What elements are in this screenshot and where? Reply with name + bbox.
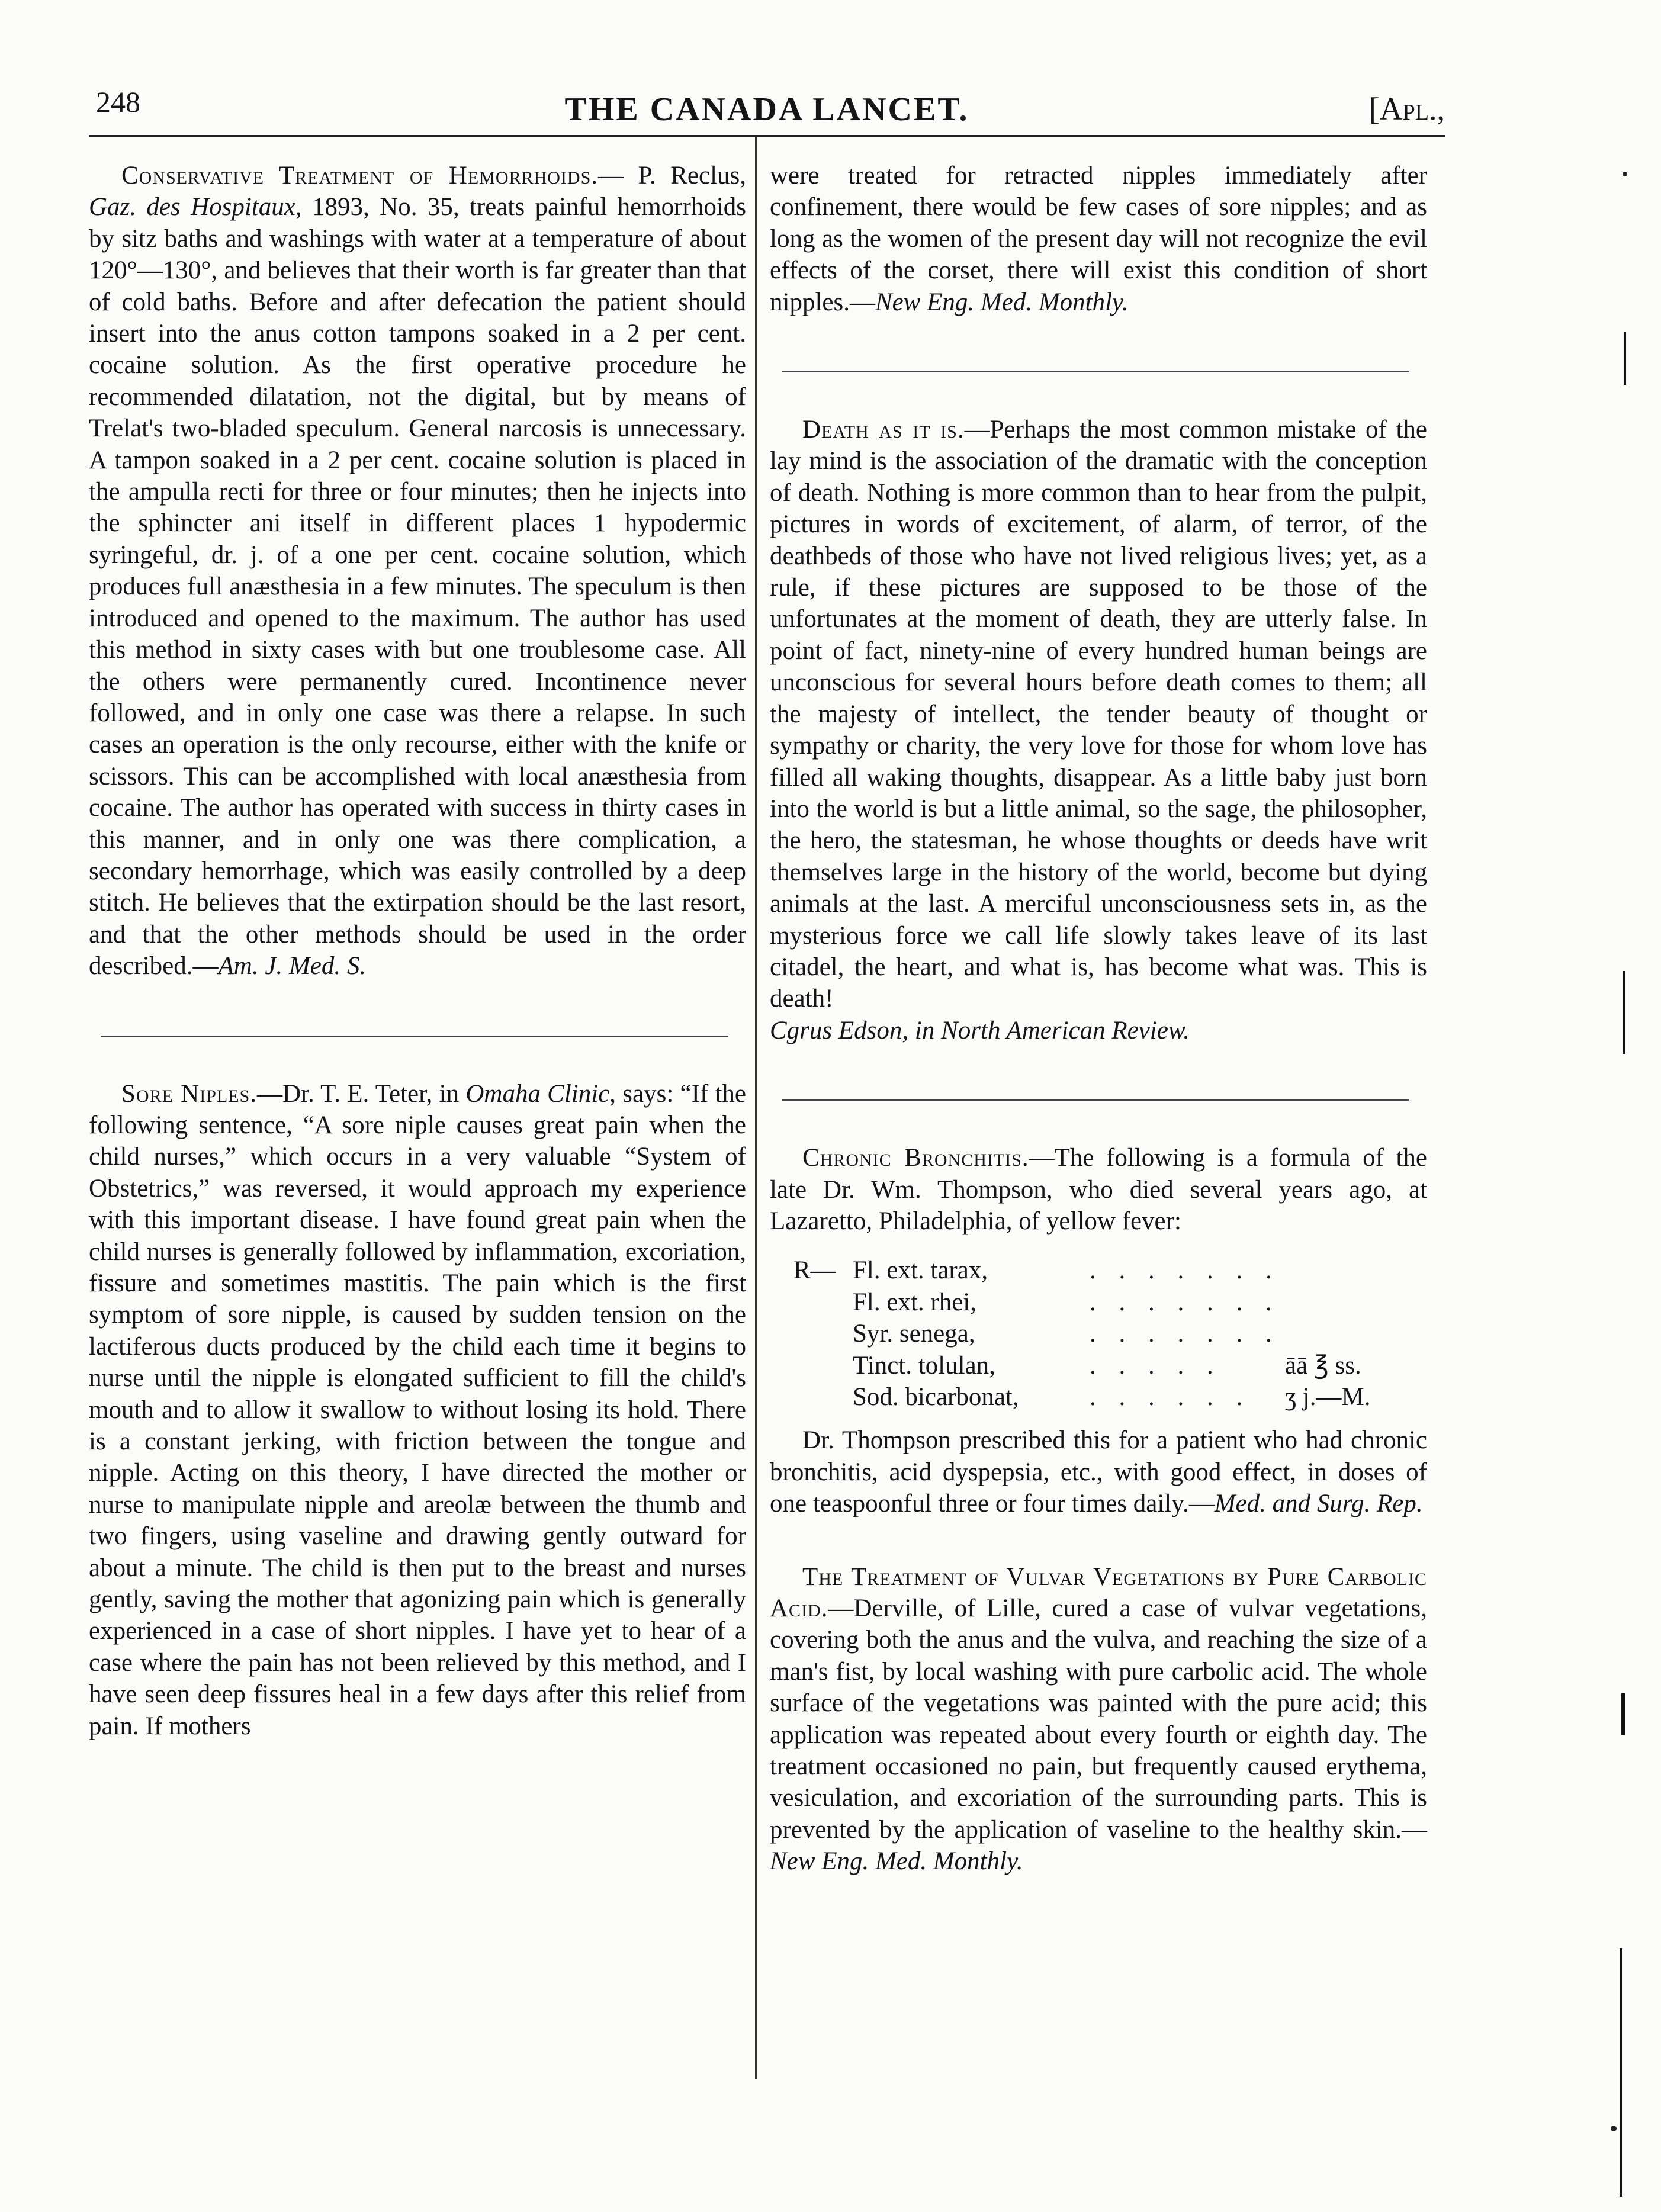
leader-dots: . . . . . . . bbox=[1090, 1320, 1280, 1348]
prescription bbox=[793, 1255, 1427, 1413]
article-separator bbox=[782, 1099, 1409, 1101]
ingredient-name: Tinct. tolulan, bbox=[853, 1351, 995, 1380]
article-heading: Death as it is. bbox=[802, 416, 965, 444]
prescription-row bbox=[793, 1381, 1427, 1413]
article-death bbox=[770, 414, 1427, 1046]
margin-mark bbox=[1624, 332, 1626, 385]
article-heading: Conservative Treatment of Hemorrhoids. bbox=[121, 162, 599, 189]
ingredient-name: Sod. bicarbonat, bbox=[853, 1382, 1019, 1411]
page-number: 248 bbox=[96, 85, 140, 118]
ingredient-name: Syr. senega, bbox=[853, 1320, 975, 1348]
article-body: — P. Reclus, bbox=[598, 162, 746, 189]
article-sore-niples bbox=[89, 1078, 746, 1742]
speck bbox=[1611, 2126, 1617, 2131]
right-column bbox=[770, 160, 1427, 1931]
article-text bbox=[89, 1078, 746, 1742]
article-body: —Dr. T. E. Teter, in bbox=[256, 1079, 466, 1108]
article-separator bbox=[101, 1036, 728, 1037]
leader-dots: . . . . . bbox=[1090, 1351, 1222, 1380]
article-citation: Med. and Surg. Rep. bbox=[1214, 1490, 1423, 1518]
article-body: , 1893, No. 35, treats painful hemorrhoids by sitz baths and washings with water at a temperature of about 120°—130°, and believes that their worth is far greater than that of cold baths. Before and after defecation the patient should insert into the anus cotton tampons soaked in a 2 per cent. cocaine solution. As the first operative procedure he recommended dilatation, not the digital, but by means of Trelat's two-bladed speculum. General narcosis is unnecessary. A tampon soaked in a 2 per cent. cocaine solution is placed in the ampulla recti for three or four minutes; then he injects into the sphincter ani itself in different places 1 hypodermic syringeful, dr. j. of a one per cent. cocaine solution, which produces full anæsthesia in a few minutes. The speculum is then introduced and opened to the maximum. The author has used this method in sixty cases with but one troublesome case. All the others were permanently cured. Incontinence never followed, and in only one case was there a relapse. In such cases an operation is the only recourse, either with the knife or scissors. This can be accomplished with local anæsthesia from cocaine. The author has operated with success in thirty cases in this manner, and in only one was there complication, a secondary hemorrhage, which was easily controlled by a deep stitch. He believes that the extirpation should be the last resort, and that the other methods should be used in the order described.— bbox=[89, 193, 746, 980]
ingredient-quantity bbox=[1285, 1318, 1415, 1349]
article-citation: Cgrus Edson, in North American Review. bbox=[770, 1016, 1190, 1044]
prescription-row bbox=[793, 1255, 1427, 1286]
page-header bbox=[89, 80, 1445, 127]
article-citation: New Eng. Med. Monthly. bbox=[770, 1847, 1023, 1876]
article-text bbox=[89, 160, 746, 982]
article-body: —The following is a formula of the late Dr. Wm. Thompson, who died several years ago, at Lazaretto, Philadelphia, of yellow fever: bbox=[770, 1144, 1427, 1235]
margin-mark bbox=[1621, 1693, 1625, 1735]
issue-month: [Apl., bbox=[1368, 91, 1445, 127]
prescription-symbol bbox=[793, 1350, 853, 1381]
article-body: were treated for retracted nipples immediately after confinement, there would be few cases of sore nipples; and as long as the women of the present day will not recognize the evil effects of the corset, there will exist this condition of short nipples.— bbox=[770, 162, 1427, 316]
journal-title: THE CANADA LANCET. bbox=[564, 91, 969, 128]
article-separator bbox=[782, 371, 1409, 372]
article-body: —Derville, of Lille, cured a case of vulvar vegetations, covering both the anus and the vulva, and reaching the size of a man's fist, by local washing with pure carbolic acid. The whole surface of the vegetations was painted with the pure acid; this application was repeated about every fourth or eighth day. The treatment occasioned no pain, but frequently caused erythema, vesiculation, and excoriation of the surrounding parts. This is prevented by the application of vaseline to the healthy skin.— bbox=[770, 1594, 1427, 1844]
margin-mark bbox=[1620, 1948, 1622, 2197]
ingredient-quantity bbox=[1285, 1287, 1415, 1318]
leader-dots: . . . . . . bbox=[1090, 1382, 1251, 1411]
article-bronchitis bbox=[770, 1142, 1427, 1519]
header-rule bbox=[89, 135, 1445, 137]
prescription-symbol: R— bbox=[793, 1256, 836, 1285]
ingredient-quantity: āā ℥ ss. bbox=[1285, 1351, 1361, 1380]
article-body: —Perhaps the most common mistake of the lay mind is the association of the dramatic with the conception of death. Nothing is more common than to hear from the pulpit, pictures in words of excitement, of alarm, of terror, of the deathbeds of those who have not lived religious lives; yet, as a rule, if these pictures are supposed to be those of the unfortunates at the moment of death, they are utterly false. In point of fact, ninety-nine of every hundred human beings are unconscious for several hours before death comes to them; all the majesty of intellect, the tender beauty of thought or sympathy or charity, the very love for those for whom love has filled all waking thoughts, disappear. As a little baby just born into the world is but a little animal, so the sage, the philosopher, the hero, the statesman, he whose thoughts or deeds have writ themselves large in the history of the world, become but dying animals at the last. A merciful unconsciousness sets in, as the mysterious force we call life slowly takes leave of its last citadel, the heart, and what is, has become what was. This is death! bbox=[770, 416, 1427, 1013]
prescription-row bbox=[793, 1318, 1427, 1349]
speck bbox=[1623, 172, 1627, 176]
leader-dots: . . . . . . . bbox=[1090, 1288, 1280, 1316]
article-text bbox=[770, 414, 1427, 1046]
article-body: , says: “If the following sentence, “A sore niple causes great pain when the child nurses,” which occurs in a very valuable “System of Obstetrics,” was reversed, it would approach my experience with this important disease. I have found great pain when the child nurses is generally followed by inflammation, excoriation, fissure and sometimes mastitis. The pain which is the first symptom of sore nipple, is caused by sudden tension on the lactiferous ducts produced by the child each time it begins to nurse until the nipple is elongated sufficient to fill the child's mouth and to allow it swallow to without losing its hold. There is a constant jerking, with friction between the tongue and nipple. Acting on this theory, I have directed the mother or nurse to manipulate nipple and areolæ between the thumb and two fingers, using vaseline and drawing gently outward for about a minute. The child is then put to the breast and nurses gently, saving the mother that agonizing pain which is generally experienced in a case of short nipples. I have yet to hear of a case where the pain has not been relieved by this method, and I have seen deep fissures heal in a few days after this relief from pain. If mothers bbox=[89, 1079, 746, 1740]
source-title: Omaha Clinic bbox=[465, 1079, 610, 1108]
margin-mark bbox=[1623, 971, 1625, 1054]
left-column bbox=[89, 160, 746, 1795]
article-heading: Chronic Bronchitis. bbox=[802, 1144, 1029, 1172]
article-vulvar bbox=[770, 1561, 1427, 1877]
article-text bbox=[770, 1561, 1427, 1877]
article-heading: Sore Niples. bbox=[121, 1079, 257, 1108]
article-text bbox=[770, 160, 1427, 318]
article-niples-continued bbox=[770, 160, 1427, 318]
article-citation: Am. J. Med. S. bbox=[218, 952, 367, 980]
leader-dots: . . . . . . . bbox=[1090, 1256, 1280, 1285]
ingredient-name: Fl. ext. tarax, bbox=[853, 1256, 988, 1285]
ingredient-quantity: ʒ j.—M. bbox=[1285, 1382, 1371, 1411]
prescription-row bbox=[793, 1287, 1427, 1318]
article-body: Dr. Thompson prescribed this for a patient who had chronic bronchitis, acid dyspepsia, etc., with good effect, in doses of one teaspoonful three or four times daily.— bbox=[770, 1426, 1427, 1518]
article-text bbox=[770, 1142, 1427, 1237]
prescription-row bbox=[793, 1350, 1427, 1381]
prescription-symbol bbox=[793, 1318, 853, 1349]
ingredient-name: Fl. ext. rhei, bbox=[853, 1288, 976, 1316]
prescription-symbol bbox=[793, 1287, 853, 1318]
column-divider bbox=[755, 137, 757, 2079]
article-hemorrhoids bbox=[89, 160, 746, 982]
article-text bbox=[770, 1425, 1427, 1519]
source-title: Gaz. des Hospitaux bbox=[89, 193, 295, 221]
prescription-symbol bbox=[793, 1381, 853, 1413]
article-heading: The Treatment of Vulvar Vegetations by Pure Carbolic Acid. bbox=[770, 1562, 1427, 1622]
ingredient-quantity bbox=[1285, 1255, 1415, 1286]
article-citation: New Eng. Med. Monthly. bbox=[875, 288, 1129, 316]
